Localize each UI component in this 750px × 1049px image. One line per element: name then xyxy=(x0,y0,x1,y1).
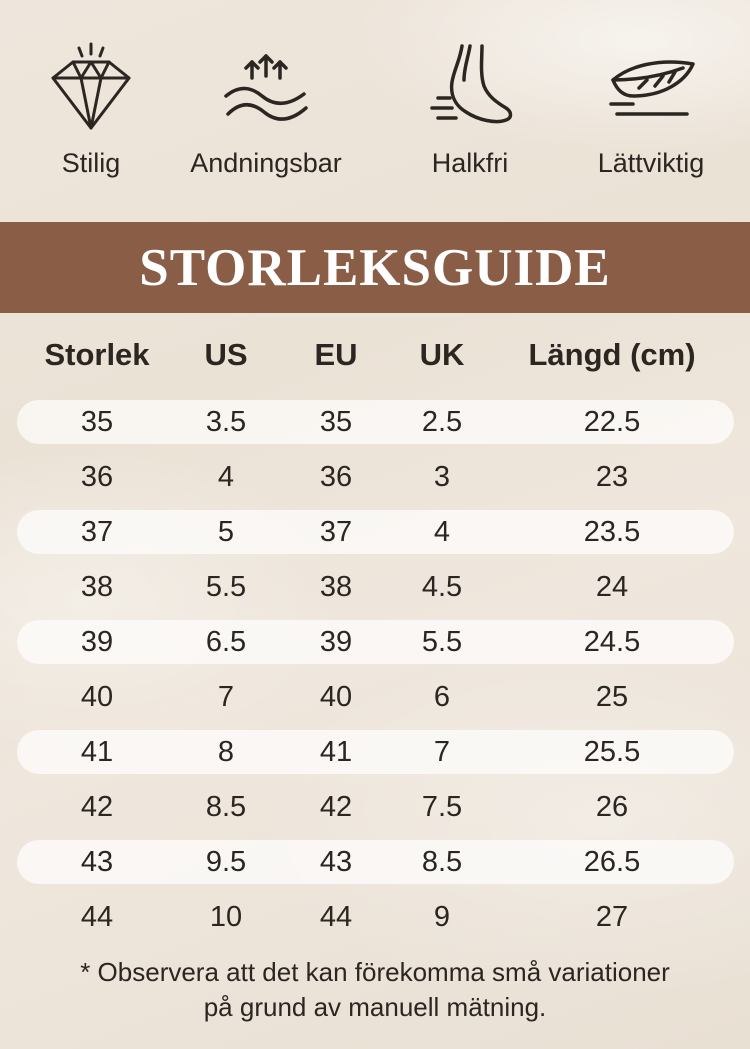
feather-icon xyxy=(603,40,699,136)
page-title: STORLEKSGUIDE xyxy=(139,238,611,297)
feature-label: Halkfri xyxy=(431,148,509,178)
diamond-icon xyxy=(43,40,139,136)
cell-uk: 4.5 xyxy=(421,571,463,603)
size-guide-banner xyxy=(0,222,750,313)
cell-uk: 5.5 xyxy=(421,626,463,658)
cell-length: 24.5 xyxy=(583,626,641,658)
cell-length: 23.5 xyxy=(583,516,641,548)
cell-us: 5 xyxy=(217,516,235,548)
cell-size: 39 xyxy=(80,626,114,658)
table-row xyxy=(17,620,734,664)
cell-eu: 43 xyxy=(319,846,353,878)
table-row xyxy=(17,565,734,609)
cell-uk: 7 xyxy=(433,736,451,768)
cell-uk: 7.5 xyxy=(421,791,463,823)
column-header-eu: EU xyxy=(314,337,358,372)
cell-us: 3.5 xyxy=(205,406,247,438)
note-line-1: * Observera att det kan förekomma små variationer xyxy=(80,957,670,987)
cell-eu: 42 xyxy=(319,791,353,823)
cell-uk: 6 xyxy=(433,681,451,713)
feature-label: Lättviktig xyxy=(597,148,705,178)
column-header-length: Längd (cm) xyxy=(528,337,696,372)
cell-eu: 41 xyxy=(319,736,353,768)
table-row xyxy=(17,455,734,499)
cell-eu: 36 xyxy=(319,461,353,493)
cell-us: 5.5 xyxy=(205,571,247,603)
cell-length: 22.5 xyxy=(583,406,641,438)
cell-eu: 44 xyxy=(319,901,353,933)
cell-length: 24 xyxy=(595,571,629,603)
cell-length: 25 xyxy=(595,681,629,713)
cell-uk: 8.5 xyxy=(421,846,463,878)
cell-size: 42 xyxy=(80,791,114,823)
cell-us: 8 xyxy=(217,736,235,768)
cell-eu: 38 xyxy=(319,571,353,603)
cell-length: 25.5 xyxy=(583,736,641,768)
cell-eu: 40 xyxy=(319,681,353,713)
cell-us: 6.5 xyxy=(205,626,247,658)
feature-label: Stilig xyxy=(61,148,121,178)
cell-eu: 37 xyxy=(319,516,353,548)
cell-length: 23 xyxy=(595,461,629,493)
table-row xyxy=(17,730,734,774)
cell-us: 4 xyxy=(217,461,235,493)
cell-us: 9.5 xyxy=(205,846,247,878)
cell-size: 43 xyxy=(80,846,114,878)
cell-size: 41 xyxy=(80,736,114,768)
column-header-us: US xyxy=(204,337,248,372)
cell-size: 38 xyxy=(80,571,114,603)
table-header-row xyxy=(17,325,734,372)
feature-lightweight xyxy=(556,40,746,179)
cell-uk: 2.5 xyxy=(421,406,463,438)
cell-eu: 39 xyxy=(319,626,353,658)
column-header-uk: UK xyxy=(419,337,465,372)
table-row xyxy=(17,675,734,719)
table-row xyxy=(17,510,734,554)
cell-length: 27 xyxy=(595,901,629,933)
feature-bar xyxy=(0,0,750,222)
cell-eu: 35 xyxy=(319,406,353,438)
cell-size: 44 xyxy=(80,901,114,933)
cell-length: 26 xyxy=(595,791,629,823)
column-header-size: Storlek xyxy=(44,337,150,372)
feature-label: Andningsbar xyxy=(190,148,342,178)
feature-stylish xyxy=(0,40,186,179)
cell-uk: 3 xyxy=(433,461,451,493)
table-row xyxy=(17,785,734,829)
cell-size: 37 xyxy=(80,516,114,548)
table-row xyxy=(17,840,734,884)
cell-size: 36 xyxy=(80,461,114,493)
table-row xyxy=(17,895,734,939)
feature-non-slip xyxy=(375,40,565,179)
foot-non-slip-icon xyxy=(422,40,518,136)
feature-breathable xyxy=(171,40,361,179)
cell-size: 40 xyxy=(80,681,114,713)
table-row xyxy=(17,400,734,444)
cell-uk: 4 xyxy=(433,516,451,548)
measurement-note xyxy=(0,955,750,1025)
breathable-waves-icon xyxy=(218,40,314,136)
cell-length: 26.5 xyxy=(583,846,641,878)
cell-us: 8.5 xyxy=(205,791,247,823)
cell-us: 10 xyxy=(209,901,243,933)
cell-us: 7 xyxy=(217,681,235,713)
note-line-2: på grund av manuell mätning. xyxy=(203,992,547,1022)
cell-uk: 9 xyxy=(433,901,451,933)
cell-size: 35 xyxy=(80,406,114,438)
